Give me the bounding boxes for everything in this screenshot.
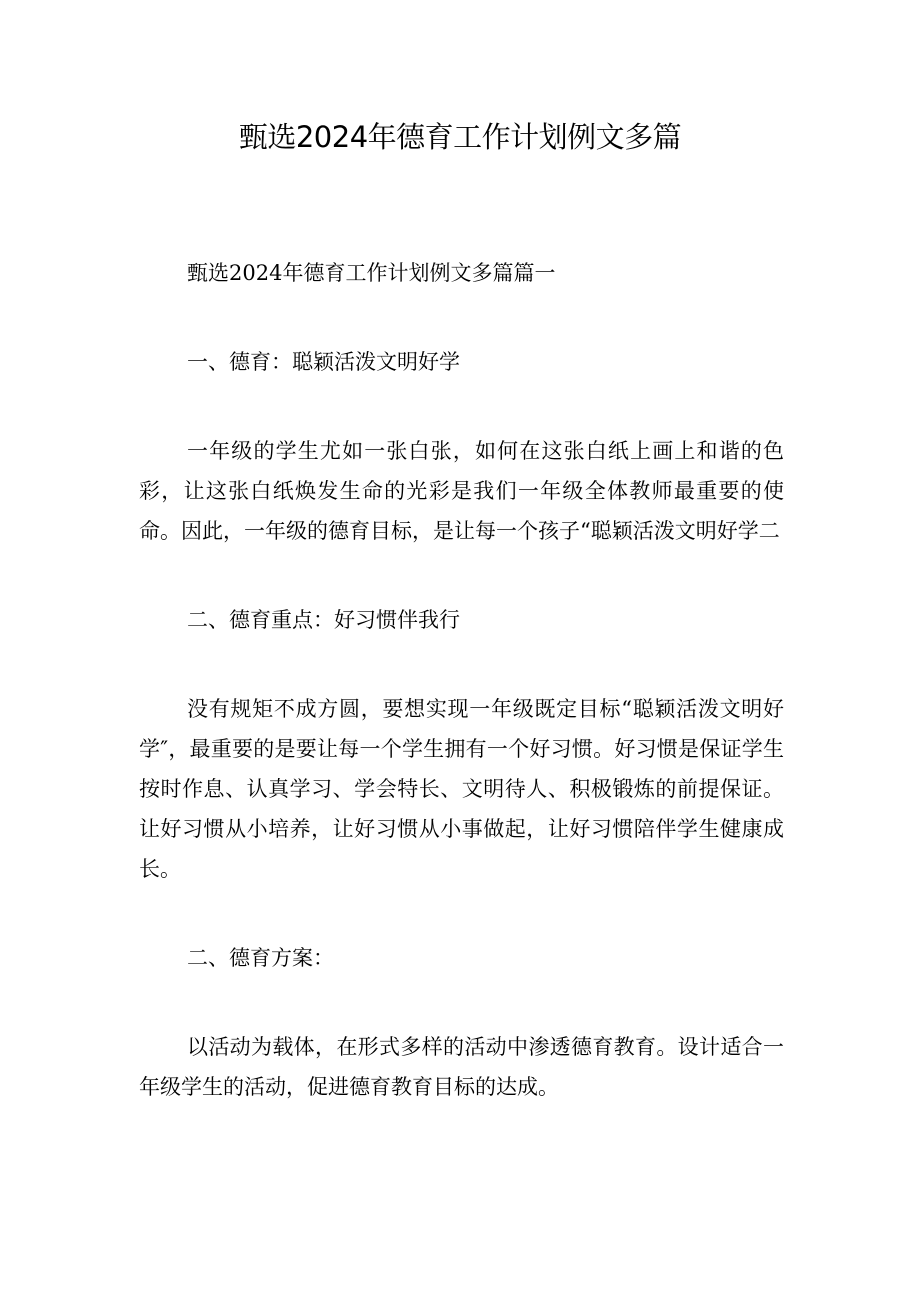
- section-heading-plan: 二、德育方案：: [187, 946, 334, 970]
- section-heading-moral-education: 一、德育：聪颖活泼文明好学: [187, 350, 460, 374]
- document-title: 甄选2024年德育工作计划例文多篇: [238, 120, 682, 154]
- section-paragraph-plan: 以活动为载体，在形式多样的活动中渗透德育教育。设计适合一年级学生的活动，促进德育教育目标的达成。: [139, 1035, 784, 1099]
- article-subtitle: 甄选2024年德育工作计划例文多篇篇一: [187, 261, 556, 285]
- section-paragraph-moral-education: 一年级的学生尤如一张白张，如何在这张白纸上画上和谐的色彩，让这张白纸焕发生命的光彩是我们一年级全体教师最重要的使命。因此，一年级的德育目标，是让每一个孩子“聪颖活泼文明好学二: [139, 439, 784, 543]
- section-paragraph-key-points: 没有规矩不成方圆，要想实现一年级既定目标“聪颖活泼文明好学″，最重要的是要让每一个学生拥有一个好习惯。好习惯是保证学生按时作息、认真学习、学会特长、文明待人、积极锻炼的前提保证。让好习惯从小培养，让好习惯从小事做起，让好习惯陪伴学生健康成长。: [139, 697, 784, 881]
- document-body: [139, 253, 784, 1107]
- section-heading-key-points: 二、德育重点：好习惯伴我行: [187, 608, 460, 632]
